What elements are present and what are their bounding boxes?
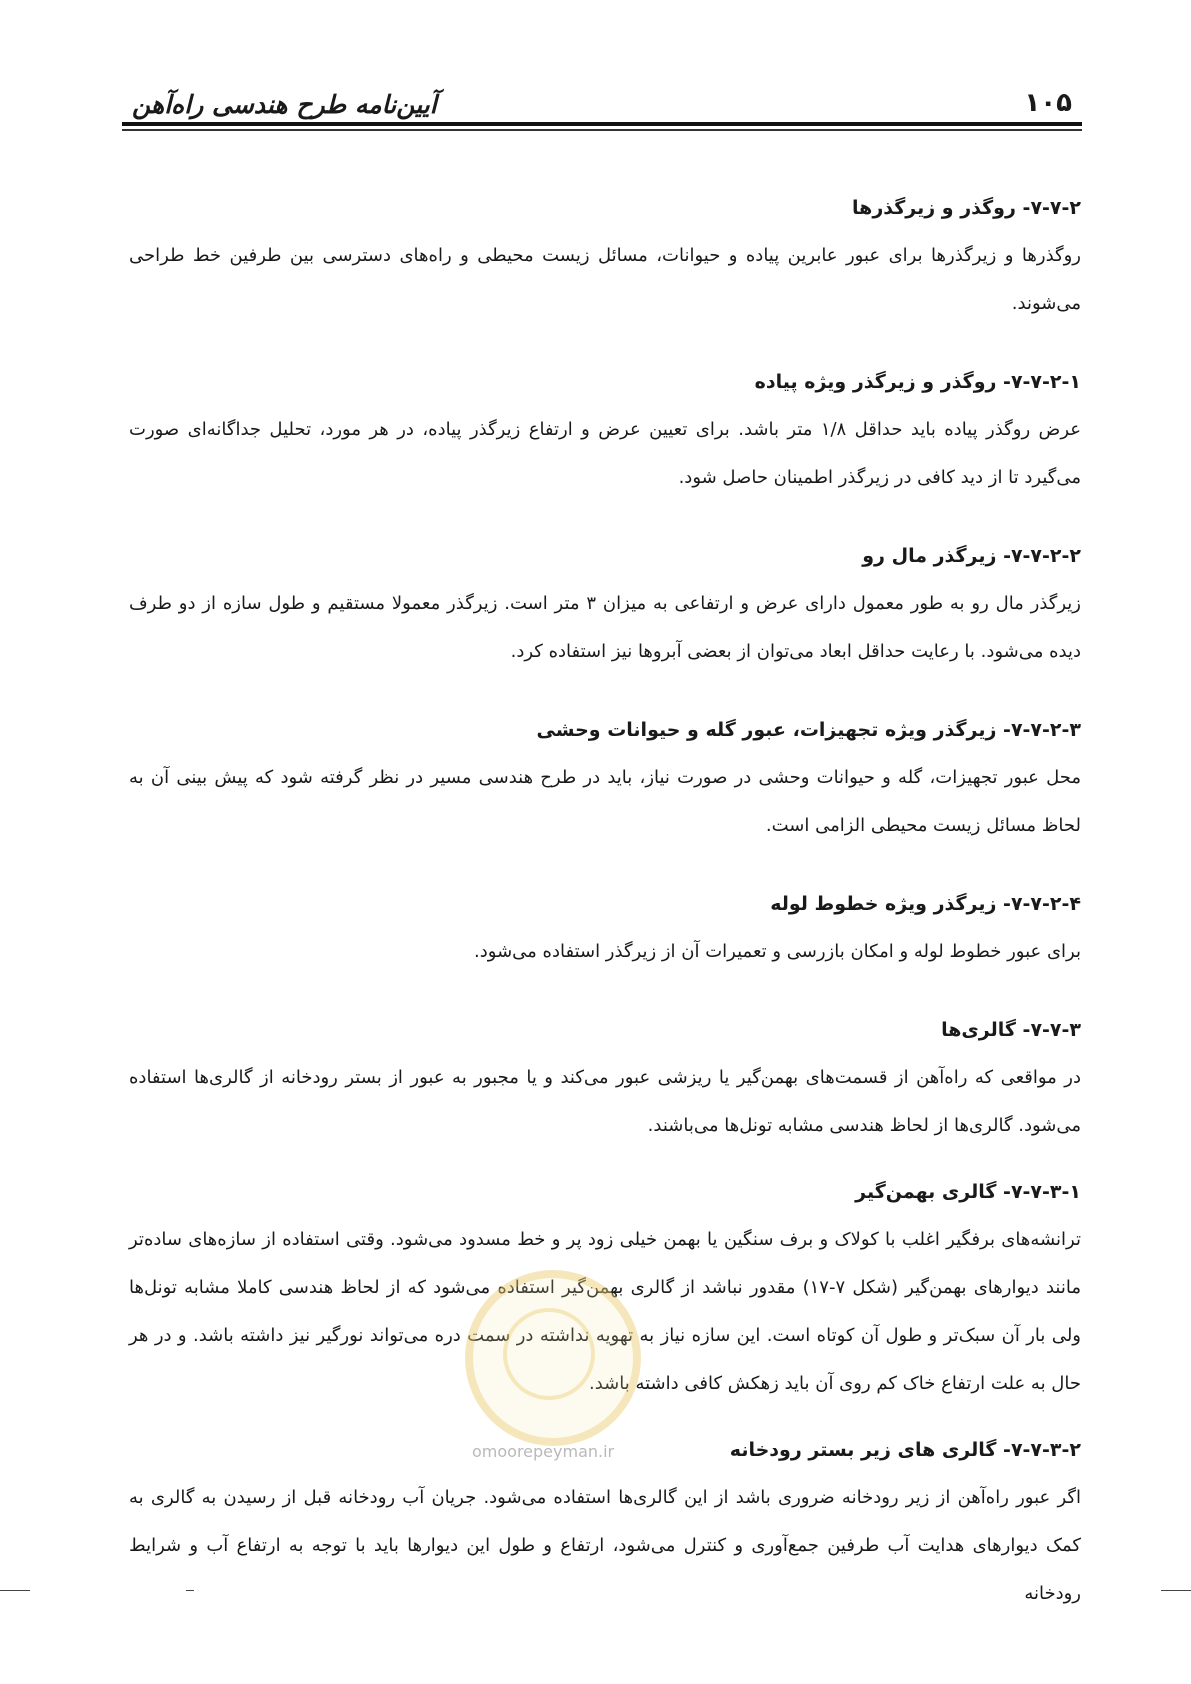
spacer: [129, 850, 1081, 880]
spacer: [129, 328, 1081, 358]
section-body-galleries: در مواقعی که راه‌آهن از قسمت‌های بهمن‌گیر یا ریزشی عبور می‌کند و یا مجبور به عبور از بستر رودخانه از گالری‌ها استفاده می‌شود. گالری‌ها از لحاظ هندسی مشابه تونل‌ها می‌باشند.: [129, 1067, 1081, 1136]
page-number: ۱۰۵: [1024, 88, 1072, 118]
section-heading-pipelines: ۷-۷-۲-۴- زیرگذر ویژه خطوط لوله: [770, 893, 1081, 915]
header-rule-thick: [122, 122, 1082, 126]
spacer: [129, 676, 1081, 706]
spacer: [129, 1150, 1081, 1168]
section-heading-riverbed-gallery: ۷-۷-۳-۲- گالری های زیر بستر رودخانه: [729, 1439, 1081, 1461]
section-heading-pedestrian: ۷-۷-۲-۱- روگذر و زیرگذر ویژه پیاده: [754, 371, 1081, 393]
edge-mark-center: [186, 1590, 194, 1591]
section-body-pipelines: برای عبور خطوط لوله و امکان بازرسی و تعمیرات آن از زیرگذر استفاده می‌شود.: [474, 941, 1081, 962]
section-heading-avalanche-gallery: ۷-۷-۳-۱- گالری بهمن‌گیر: [855, 1181, 1081, 1203]
section-heading-equipment: ۷-۷-۲-۳- زیرگذر ویژه تجهیزات، عبور گله و حیوانات وحشی: [536, 719, 1081, 741]
section-heading-overpasses: ۷-۷-۲- روگذر و زیرگذرها: [852, 197, 1081, 219]
edge-mark-left: [0, 1590, 30, 1591]
section-body-pedestrian: عرض روگذر پیاده باید حداقل ۱/۸ متر باشد. برای تعیین عرض و ارتفاع زیرگذر پیاده، در هر مورد، تحلیل جداگانه‌ای صورت می‌گیرد تا از دید کافی در زیرگذر اطمینان حاصل شود.: [129, 419, 1081, 488]
edge-mark-right: [1161, 1590, 1191, 1591]
spacer: [129, 976, 1081, 1006]
section-heading-livestock: ۷-۷-۲-۲- زیرگذر مال رو: [862, 545, 1081, 567]
section-body-overpasses: روگذرها و زیرگذرها برای عبور عابرین پیاده و حیوانات، مسائل زیست محیطی و راه‌های دسترسی بین طرفین خط طراحی می‌شوند.: [129, 245, 1081, 314]
book-title: آیین‌نامه طرح هندسی راه‌آهن: [132, 90, 437, 119]
page-header: [122, 82, 1082, 118]
section-body-livestock: زیرگذر مال رو به طور معمول دارای عرض و ارتفاعی به میزان ۳ متر است. زیرگذر معمولا مستقیم و طول سازه از دو طرف دیده می‌شود. با رعایت حداقل ابعاد می‌توان از بعضی آبروها نیز استفاده کرد.: [129, 593, 1081, 662]
section-body-equipment: محل عبور تجهیزات، گله و حیوانات وحشی در صورت نیاز، باید در طرح هندسی مسیر در نظر گرفته شود که پیش بینی آن به لحاظ مسائل زیست محیطی الزامی است.: [129, 767, 1081, 836]
spacer: [129, 502, 1081, 532]
watermark-site: omoorepeyman.ir: [472, 1442, 615, 1461]
header-rule-thin: [122, 129, 1082, 131]
section-body-avalanche-gallery: ترانشه‌های برفگیر اغلب با کولاک و برف سنگین یا بهمن خیلی زود پر و خط مسدود می‌شود. وقتی استفاده از سازه‌های ساده‌تر مانند دیوارهای بهمن‌گیر (شکل ۷-۱۷) مقدور نباشد از گالری بهمن‌گیر استفاده می‌شود که از لحاظ هندسی کاملا مشابه تونل‌ها ولی بار آن سبک‌تر و طول آن کوتاه است. این سازه نیاز به تهویه نداشته در سمت دره می‌تواند نورگیر نیز داشته باشد. و در هر حال به علت ارتفاع خاک کم روی آن باید زهکش کافی داشته باشد.: [129, 1229, 1081, 1394]
section-heading-galleries: ۷-۷-۳- گالری‌ها: [941, 1019, 1081, 1041]
watermark-seal-icon: [465, 1270, 641, 1446]
watermark-inner-ring: [503, 1308, 595, 1400]
section-body-riverbed-gallery: اگر عبور راه‌آهن از زیر رودخانه ضروری باشد از این گالری‌ها استفاده می‌شود. جریان آب رودخانه قبل از رسیدن به گالری به کمک دیوارهای هدایت آب طرفین جمع‌آوری و کنترل می‌شود، ارتفاع و طول این دیوارها باید با توجه به ارتفاع آب و شرایط رودخانه: [129, 1487, 1081, 1604]
